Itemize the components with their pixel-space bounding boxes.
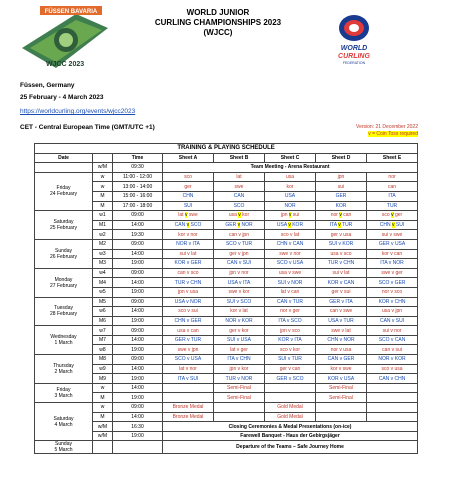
game-cell: ger [163, 182, 214, 192]
column-header: Sheet B [214, 153, 265, 163]
game-cell [163, 383, 214, 393]
game-cell: CHN v CAN [265, 239, 316, 249]
time-cell: 09:00 [113, 355, 163, 365]
draw-code: w6 [93, 307, 113, 317]
game-cell: kor v lat [214, 307, 265, 317]
column-header [93, 153, 113, 163]
draw-code: M [93, 412, 113, 422]
game-cell: can v sco [163, 268, 214, 278]
game-cell: can [367, 182, 418, 192]
game-cell: CAN v TUR [265, 297, 316, 307]
table-row [35, 364, 418, 374]
table-row [35, 268, 418, 278]
world-curling-logo [322, 10, 386, 68]
time-cell: 09:00 [113, 239, 163, 249]
time-cell: 19:00 [113, 374, 163, 384]
game-cell: nor v can [316, 211, 367, 221]
game-cell: Semi-Final [214, 383, 265, 393]
game-cell: SUI [163, 201, 214, 211]
game-cell [367, 412, 418, 422]
date-cell: Thursday 2 March [35, 355, 93, 384]
column-header: Sheet E [367, 153, 418, 163]
time-cell: 13:00 - 14:00 [113, 182, 163, 192]
game-cell: ITA [367, 191, 418, 201]
date-cell: Sunday 5 March [35, 441, 93, 454]
game-cell: lat v swe [163, 211, 214, 221]
time-cell: 14:00 [113, 412, 163, 422]
game-cell: TUR v CHN [316, 259, 367, 269]
game-cell: lat v nor [163, 364, 214, 374]
time-cell: 16:30 [113, 422, 163, 432]
draw-code [93, 441, 113, 454]
game-cell: CAN v CHN [367, 374, 418, 384]
game-cell: NOR [265, 201, 316, 211]
table-row [35, 307, 418, 317]
game-cell: sco v ger [367, 211, 418, 221]
game-cell: KOR [316, 201, 367, 211]
table-row [35, 326, 418, 336]
time-cell: 11:00 - 12:00 [113, 172, 163, 182]
table-row [35, 249, 418, 259]
game-cell: SCO v GER [367, 278, 418, 288]
game-cell: sui v lat [163, 249, 214, 259]
game-cell: nor v ger [265, 307, 316, 317]
date-cell: Wednesday 1 March [35, 326, 93, 355]
draw-code: w/M [93, 422, 113, 432]
table-row [35, 374, 418, 384]
game-cell: USA [265, 191, 316, 201]
date-cell: Friday 3 March [35, 383, 93, 402]
game-cell: usa v kor [214, 211, 265, 221]
game-cell: GER v USA [367, 239, 418, 249]
event-cell: Departure of the Teams – Safe Journey Home [163, 441, 418, 454]
schedule-title: TRAINING & PLAYING SCHEDULE [35, 144, 418, 154]
draw-code: w5 [93, 287, 113, 297]
game-cell: ger v kor [214, 326, 265, 336]
game-cell: Bronze Medal [163, 403, 214, 413]
game-cell: lat v can [265, 287, 316, 297]
event-dates: 25 February - 4 March 2023 [20, 94, 104, 101]
draw-code: M5 [93, 297, 113, 307]
column-header: Time [113, 153, 163, 163]
game-cell: usa v sco [316, 249, 367, 259]
event-link[interactable]: https://worldcurling.org/events/wjcc2023 [20, 108, 136, 115]
game-cell: jpn v sui [265, 211, 316, 221]
table-row [35, 403, 418, 413]
time-cell: 14:00 [113, 278, 163, 288]
game-cell: USA v KOR [265, 220, 316, 230]
game-cell: ITA v CHN [214, 355, 265, 365]
game-cell [367, 393, 418, 403]
game-cell: USA v TUR [316, 316, 367, 326]
game-cell: usa v can [163, 326, 214, 336]
wjcc-logo [16, 4, 112, 74]
table-row [35, 355, 418, 365]
game-cell: sui [316, 182, 367, 192]
game-cell: usa [265, 172, 316, 182]
game-cell: swe v ger [367, 268, 418, 278]
game-cell: nor v sco [367, 287, 418, 297]
logo-right-line1: WORLD [340, 45, 368, 52]
time-cell: 09:00 [113, 211, 163, 221]
time-cell: 15:00 - 16:00 [113, 191, 163, 201]
game-cell: KOR v GER [163, 259, 214, 269]
table-row [35, 412, 418, 422]
game-cell: GER v NOR [214, 220, 265, 230]
game-cell [316, 403, 367, 413]
game-cell: kor v nor [163, 230, 214, 240]
game-cell: jpn v sco [265, 326, 316, 336]
game-cell: NOR v KOR [367, 355, 418, 365]
draw-code: w7 [93, 326, 113, 336]
game-cell [367, 383, 418, 393]
draw-code: w [93, 403, 113, 413]
draw-code: w [93, 383, 113, 393]
draw-code: M4 [93, 278, 113, 288]
logo-left-sub: WJCC 2023 [46, 61, 85, 68]
game-cell: kor v can [367, 249, 418, 259]
time-cell: 14:00 [113, 249, 163, 259]
game-cell [265, 383, 316, 393]
time-cell: 09:00 [113, 326, 163, 336]
time-cell: 14:00 [113, 364, 163, 374]
draw-code: M8 [93, 355, 113, 365]
game-cell: can v sui [367, 345, 418, 355]
game-cell: nor v usa [316, 345, 367, 355]
game-cell: TUR v NOR [214, 374, 265, 384]
table-row [35, 278, 418, 288]
game-cell [265, 393, 316, 403]
game-cell: GER v SCO [265, 374, 316, 384]
game-cell [214, 403, 265, 413]
game-cell: sco v usa [367, 364, 418, 374]
draw-code: M [93, 191, 113, 201]
timezone: CET - Central European Time (GMT/UTC +1) [20, 124, 155, 131]
time-cell: 09:30 [113, 163, 163, 173]
table-row [35, 345, 418, 355]
game-cell: SCO v USA [265, 259, 316, 269]
table-row [35, 230, 418, 240]
time-cell: 17:00 - 18:00 [113, 201, 163, 211]
game-cell: sco v lat [265, 230, 316, 240]
game-cell: Gold Medal [265, 412, 316, 422]
game-cell: SUI v SCO [214, 297, 265, 307]
game-cell: swe v lat [316, 326, 367, 336]
game-cell [163, 393, 214, 403]
game-cell: CAN v SUI [214, 259, 265, 269]
game-cell: CHN v GER [163, 316, 214, 326]
game-cell: SUI v USA [214, 335, 265, 345]
game-cell: sui v nor [367, 326, 418, 336]
game-cell: KOR v ITA [265, 335, 316, 345]
game-cell: ger v sui [316, 287, 367, 297]
game-cell: ITA v TUR [316, 220, 367, 230]
table-row [35, 287, 418, 297]
time-cell: 14:00 [113, 220, 163, 230]
draw-code: w/M [93, 163, 113, 173]
column-header: Sheet A [163, 153, 214, 163]
draw-code: M7 [93, 335, 113, 345]
draw-code: M3 [93, 259, 113, 269]
logo-left-text: FÜSSEN BAVARIA [44, 9, 98, 15]
event-cell: Team Meeting - Arena Restaurant [163, 163, 418, 173]
coin-toss-note: v = Coin Toss required [368, 131, 418, 137]
table-row [35, 431, 418, 441]
game-cell: ger v can [265, 364, 316, 374]
game-cell: KOR v CHN [367, 297, 418, 307]
game-cell: swe v jpn [163, 345, 214, 355]
game-cell: can v jpn [214, 230, 265, 240]
draw-code: w1 [93, 211, 113, 221]
table-row [35, 297, 418, 307]
game-cell: SCO v TUR [214, 239, 265, 249]
game-cell: SCO v CAN [367, 335, 418, 345]
game-cell: SCO [214, 201, 265, 211]
game-cell: NOR v ITA [163, 239, 214, 249]
game-cell: CHN [163, 191, 214, 201]
table-row [35, 383, 418, 393]
game-cell: Semi-Final [316, 383, 367, 393]
draw-code: M6 [93, 316, 113, 326]
game-cell: jpn [316, 172, 367, 182]
game-cell: SUI v NOR [265, 278, 316, 288]
event-cell: Closing Ceremonies & Medal Presentations (on-ice) [163, 422, 418, 432]
game-cell: jpn v usa [163, 287, 214, 297]
time-cell: 14:00 [113, 383, 163, 393]
time-cell: 19:30 [113, 230, 163, 240]
draw-code: w [93, 182, 113, 192]
draw-code: M [93, 393, 113, 403]
game-cell: Semi-Final [316, 393, 367, 403]
draw-code: M1 [93, 220, 113, 230]
date-cell: Tuesday 28 February [35, 297, 93, 326]
game-cell: SUI v TUR [265, 355, 316, 365]
logo-right-line2: CURLING [338, 53, 370, 60]
table-row [35, 441, 418, 454]
game-cell: usa v jpn [367, 307, 418, 317]
table-row [35, 211, 418, 221]
game-cell: lat v ger [214, 345, 265, 355]
date-cell [35, 163, 93, 173]
table-row [35, 316, 418, 326]
location: Füssen, Germany [20, 82, 75, 89]
game-cell: sco v sui [163, 307, 214, 317]
time-cell: 14:00 [113, 307, 163, 317]
time-cell: 19:00 [113, 393, 163, 403]
game-cell: CAN v GER [316, 355, 367, 365]
date-cell: Friday 24 February [35, 172, 93, 210]
title-line3: (WJCC) [203, 28, 233, 37]
table-row [35, 335, 418, 345]
game-cell: KOR v CAN [316, 278, 367, 288]
game-cell: ger v jpn [214, 249, 265, 259]
column-header: Sheet D [316, 153, 367, 163]
game-cell: NOR v KOR [214, 316, 265, 326]
draw-code: w3 [93, 249, 113, 259]
table-row [35, 393, 418, 403]
date-cell: Saturday 4 March [35, 403, 93, 441]
game-cell: usa v swe [265, 268, 316, 278]
schedule-table [34, 143, 418, 454]
game-cell: CAN [214, 191, 265, 201]
date-cell: Sunday 26 February [35, 239, 93, 268]
game-cell: sui v lat [316, 268, 367, 278]
table-row [35, 220, 418, 230]
game-cell: kor v swe [316, 364, 367, 374]
column-header: Sheet C [265, 153, 316, 163]
game-cell: GER [316, 191, 367, 201]
time-cell [113, 441, 163, 454]
game-cell: ITA v NOR [367, 259, 418, 269]
draw-code: w4 [93, 268, 113, 278]
table-row [35, 191, 418, 201]
game-cell: can v swe [316, 307, 367, 317]
game-cell: TUR v CHN [163, 278, 214, 288]
draw-code: w8 [93, 345, 113, 355]
time-cell: 09:00 [113, 297, 163, 307]
draw-code: M9 [93, 374, 113, 384]
game-cell: GER v TUR [163, 335, 214, 345]
event-cell: Farewell Banquet - Haus der Gebirgsjäger [163, 431, 418, 441]
game-cell: ITA v SUI [163, 374, 214, 384]
game-cell: CAN v SCO [163, 220, 214, 230]
page-title [118, 8, 318, 38]
game-cell: CHN v NOR [316, 335, 367, 345]
time-cell: 09:00 [113, 268, 163, 278]
game-cell: KOR v USA [316, 374, 367, 384]
table-row [35, 201, 418, 211]
game-cell: swe v kor [214, 287, 265, 297]
table-row [35, 239, 418, 249]
game-cell: USA v NOR [163, 297, 214, 307]
game-cell [214, 412, 265, 422]
game-cell: kor [265, 182, 316, 192]
game-cell [367, 403, 418, 413]
game-cell: Bronze Medal [163, 412, 214, 422]
table-row [35, 172, 418, 182]
draw-code: M2 [93, 239, 113, 249]
title-line1: WORLD JUNIOR [186, 8, 250, 17]
time-cell: 19:00 [113, 345, 163, 355]
game-cell: Gold Medal [265, 403, 316, 413]
game-cell: SCO v USA [163, 355, 214, 365]
time-cell: 19:00 [113, 287, 163, 297]
game-cell: swe v nor [265, 249, 316, 259]
draw-code: w [93, 172, 113, 182]
date-cell: Monday 27 February [35, 268, 93, 297]
game-cell: CHN v SUI [367, 220, 418, 230]
game-cell: ger v usa [316, 230, 367, 240]
game-cell: nor [367, 172, 418, 182]
game-cell: Semi-Final [214, 393, 265, 403]
game-cell: swe [214, 182, 265, 192]
game-cell: TUR [367, 201, 418, 211]
time-cell: 19:00 [113, 259, 163, 269]
game-cell: sco [163, 172, 214, 182]
column-header: Date [35, 153, 93, 163]
game-cell: CAN v SUI [367, 316, 418, 326]
game-cell: jpn v nor [214, 268, 265, 278]
draw-code: w/M [93, 431, 113, 441]
time-cell: 19:00 [113, 316, 163, 326]
game-cell [316, 412, 367, 422]
version-text: Version: 21 December 2022 [356, 124, 418, 130]
table-row [35, 163, 418, 173]
draw-code: w2 [93, 230, 113, 240]
time-cell: 19:00 [113, 431, 163, 441]
time-cell: 09:00 [113, 403, 163, 413]
table-row [35, 259, 418, 269]
table-row [35, 422, 418, 432]
time-cell: 14:00 [113, 335, 163, 345]
game-cell: ITA v SCO [265, 316, 316, 326]
table-row [35, 182, 418, 192]
draw-code: w9 [93, 364, 113, 374]
game-cell: sui v swe [367, 230, 418, 240]
game-cell: jpn v kor [214, 364, 265, 374]
game-cell: USA v ITA [214, 278, 265, 288]
game-cell: sco v kor [265, 345, 316, 355]
title-line2: CURLING CHAMPIONSHIPS 2023 [154, 18, 282, 27]
date-cell: Saturday 25 February [35, 211, 93, 240]
game-cell: GER v ITA [316, 297, 367, 307]
game-cell: SUI v KOR [316, 239, 367, 249]
game-cell: lat [214, 172, 265, 182]
draw-code: M [93, 201, 113, 211]
logo-right-line3: FEDERATION [342, 61, 366, 65]
version-note [356, 124, 418, 138]
